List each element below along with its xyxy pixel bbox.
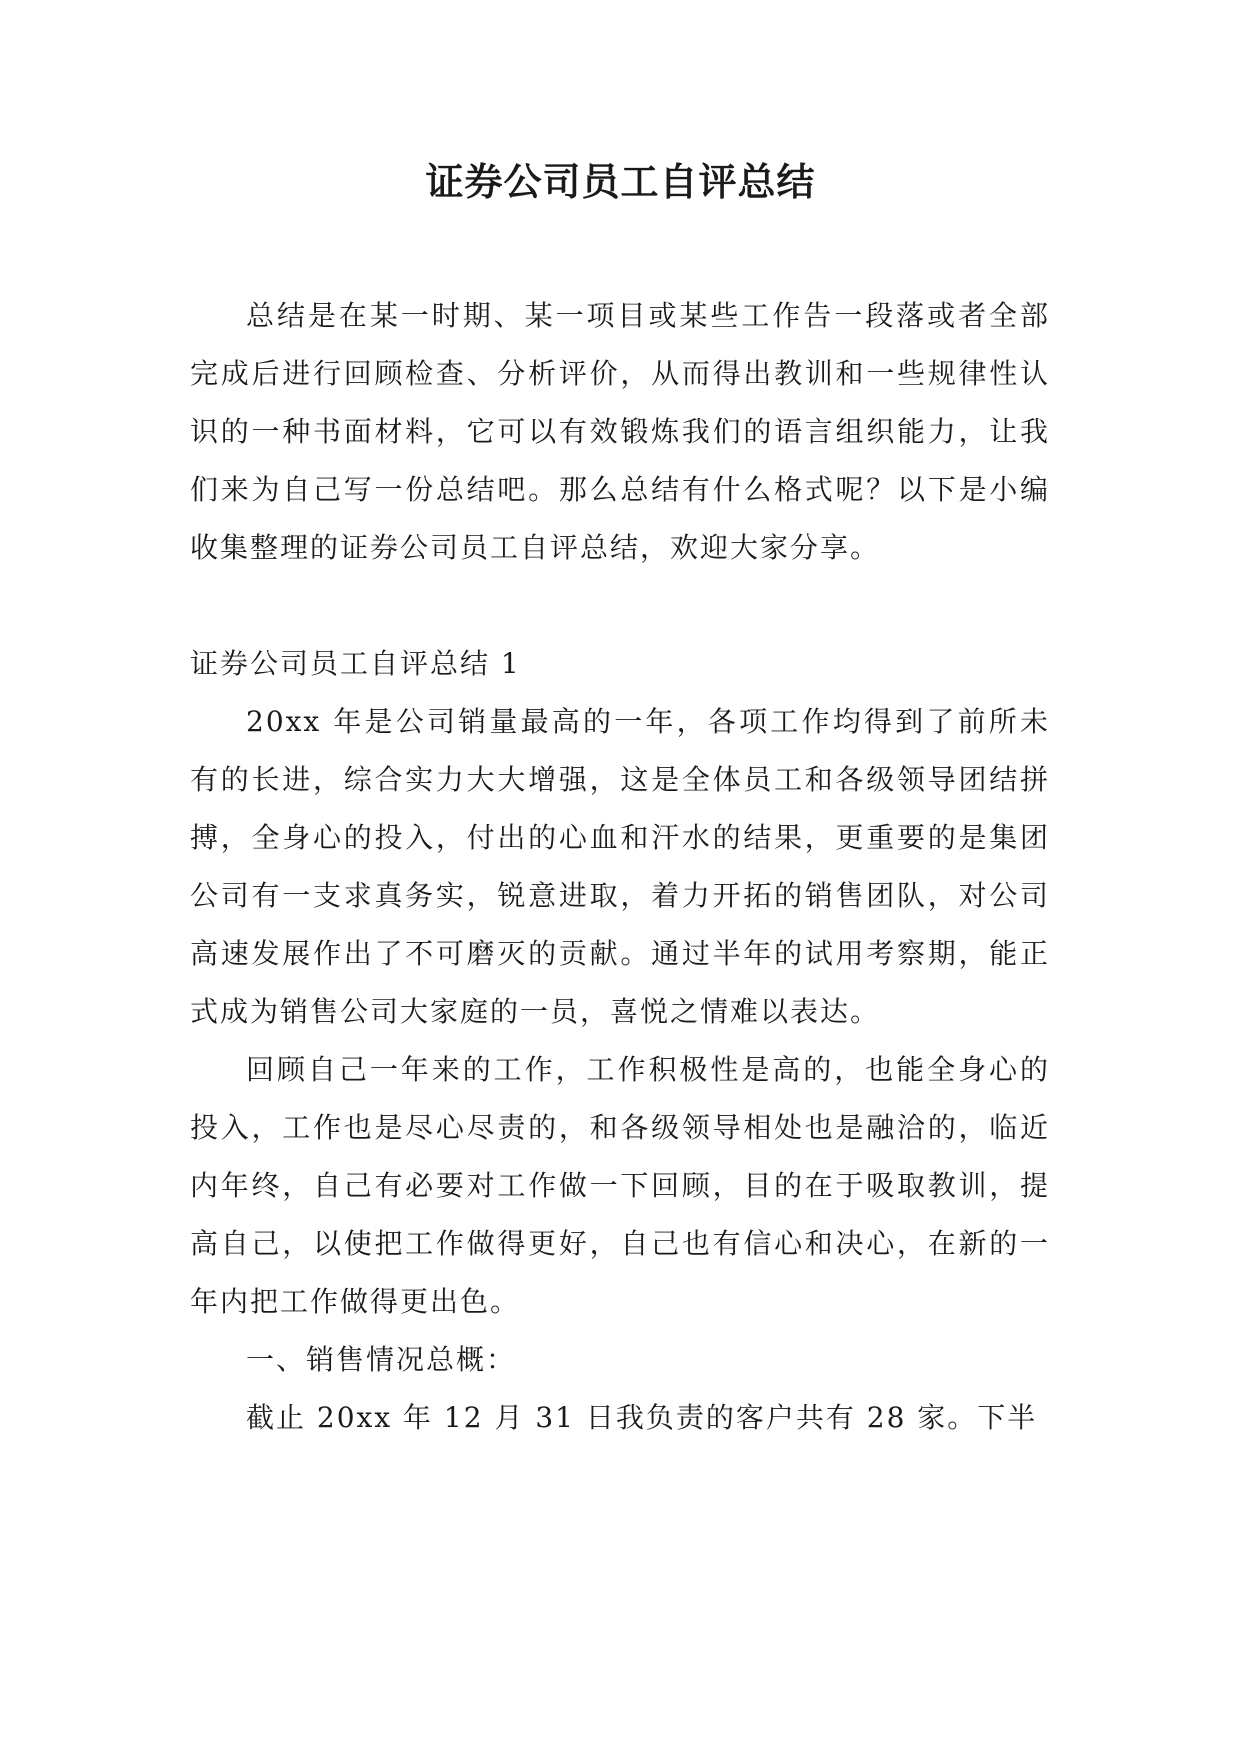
body-paragraph-3: 截止 20xx 年 12 月 31 日我负责的客户共有 28 家。下半 — [246, 1401, 1038, 1434]
section-heading: 证券公司员工自评总结 1 — [190, 647, 521, 680]
intro-paragraph: 总结是在某一时期、某一项目或某些工作告一段落或者全部完成后进行回顾检查、分析评价，从而得出教训和一些规律性认识的一种书面材料，它可以有效锻炼我们的语言组织能力，让我们来为自己写一份总结吧。那么总结有什么格式呢？以下是小编收集整理的证券公司员工自评总结，欢迎大家分享。 — [190, 299, 1050, 564]
subsection-heading: 一、销售情况总概： — [246, 1343, 517, 1376]
body-paragraph-1: 20xx 年是公司销量最高的一年，各项工作均得到了前所未有的长进，综合实力大大增强，这是全体员工和各级领导团结拼搏，全身心的投入，付出的心血和汗水的结果，更重要的是集团公司有一支求真务实，锐意进取，着力开拓的销售团队，对公司高速发展作出了不可磨灭的贡献。通过半年的试用考察期，能正式成为销售公司大家庭的一员，喜悦之情难以表达。 — [190, 705, 1050, 1028]
document-body — [190, 287, 1050, 1447]
body-paragraph-2: 回顾自己一年来的工作，工作积极性是高的，也能全身心的投入，工作也是尽心尽责的，和各级领导相处也是融洽的，临近内年终，自己有必要对工作做一下回顾，目的在于吸取教训，提高自己，以使把工作做得更好，自己也有信心和决心，在新的一年内把工作做得更出色。 — [190, 1053, 1050, 1318]
document-title: 证券公司员工自评总结 — [425, 159, 816, 204]
